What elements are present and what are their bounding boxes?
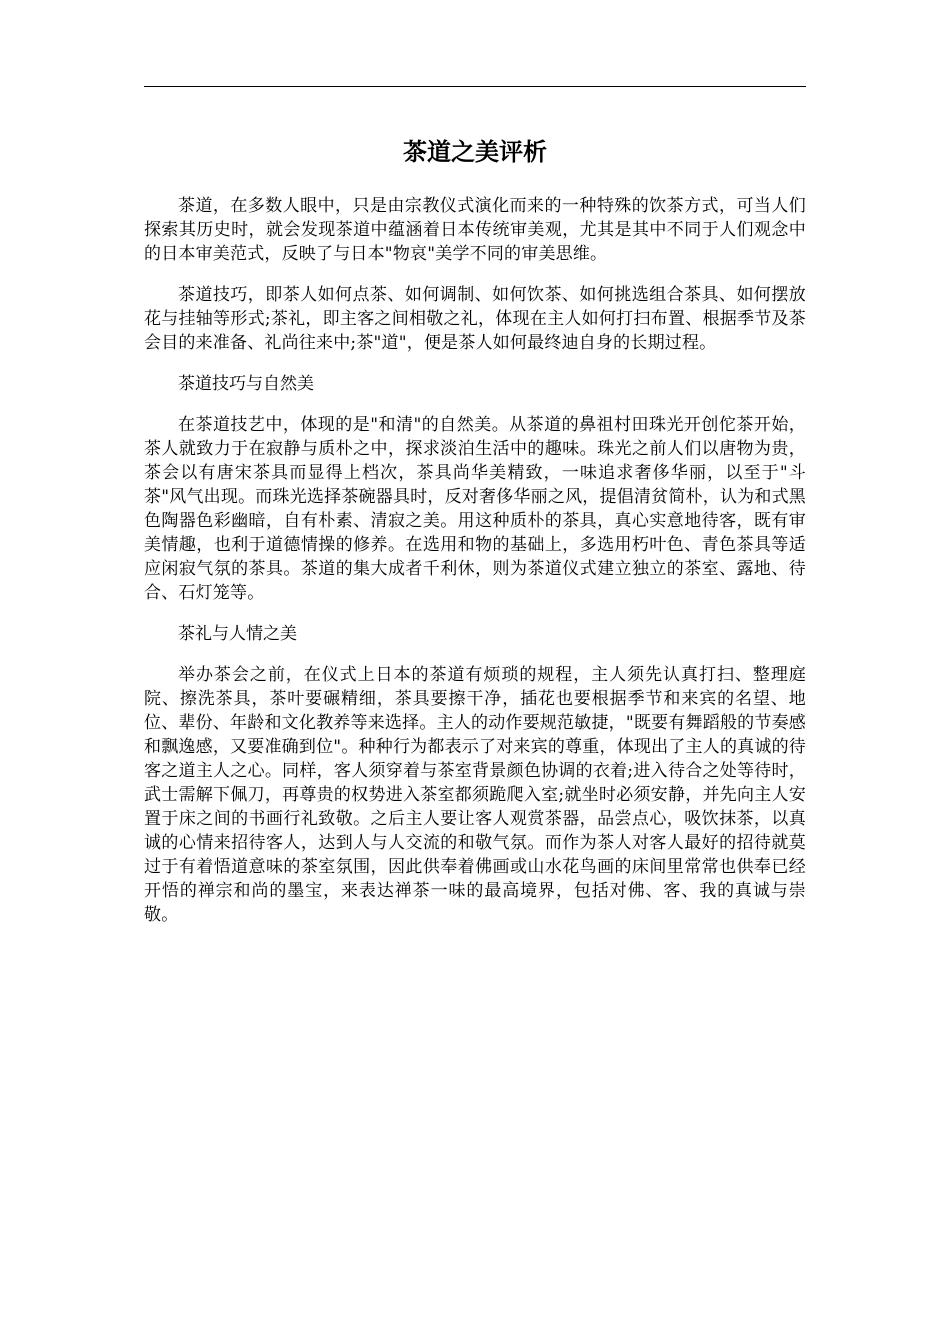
document-title: 茶道之美评析 [403, 137, 547, 166]
section-heading-etiquette: 茶礼与人情之美 [178, 624, 297, 644]
paragraph-intro: 茶道，在多数人眼中，只是由宗教仪式演化而来的一种特殊的饮茶方式，可当人们探索其历史时，就会发现茶道中蕴涵着日本传统审美观，尤其是其中不同于人们观念中的日本审美范式，反映了与日本"物哀"美学不同的审美思维。 [144, 196, 806, 264]
paragraph-etiquette: 举办茶会之前，在仪式上日本的茶道有烦琐的规程，主人须先认真打扫、整理庭院、擦洗茶具，茶叶要碾精细，茶具要擦干净，插花也要根据季节和来宾的名望、地位、辈份、年龄和文化教养等来选择。主人的动作要规范敏捷，"既要有舞蹈般的节奏感和飘逸感，又要准确到位"。种种行为都表示了对来宾的尊重，体现出了主人的真诚的待客之道主人之心。同样，客人须穿着与茶室背景颜色协调的衣着;进入待合之处等待时，武士需解下佩刀，再尊贵的权势进入茶室都须跪爬入室;就坐时必须安静，并先向主人安置于床之间的书画行礼致敬。之后主人要让客人观赏茶器，品尝点心，吸饮抹茶，以真诚的心情来招待客人，达到人与人交流的和敬气氛。而作为茶人对客人最好的招待就莫过于有着悟道意味的茶室氛围，因此供奉着佛画或山水花鸟画的床间里常常也供奉已经开悟的禅宗和尚的墨宝，来表达禅茶一味的最高境界，包括对佛、客、我的真诚与崇敬。 [144, 665, 806, 925]
paragraph-definition: 茶道技巧，即茶人如何点茶、如何调制、如何饮茶、如何挑选组合茶具、如何摆放花与挂轴等形式;茶礼，即主客之间相敬之礼，体现在主人如何打扫布置、根据季节及茶会目的来准备、礼尚往来中;茶"道"，便是茶人如何最终迪自身的长期过程。 [144, 285, 806, 353]
header-rule [144, 86, 806, 87]
section-heading-skill-nature: 茶道技巧与自然美 [178, 374, 314, 394]
document-body [144, 194, 806, 944]
paragraph-skill-nature: 在茶道技艺中，体现的是"和清"的自然美。从茶道的鼻祖村田珠光开创佗茶开始，茶人就致力于在寂静与质朴之中，探求淡泊生活中的趣味。珠光之前人们以唐物为贵，茶会以有唐宋茶具而显得上档次，茶具尚华美精致，一味追求奢侈华丽，以至于"斗茶"风气出现。而珠光选择茶碗器具时，反对奢侈华丽之风，提倡清贫简朴，认为和式黑色陶器色彩幽暗，自有朴素、清寂之美。用这种质朴的茶具，真心实意地待客，既有审美情趣，也利于道德情操的修养。在选用和物的基础上，多选用朽叶色、青色茶具等适应闲寂气氛的茶具。茶道的集大成者千利休，则为茶道仪式建立独立的茶室、露地、待合、石灯笼等。 [144, 415, 806, 603]
